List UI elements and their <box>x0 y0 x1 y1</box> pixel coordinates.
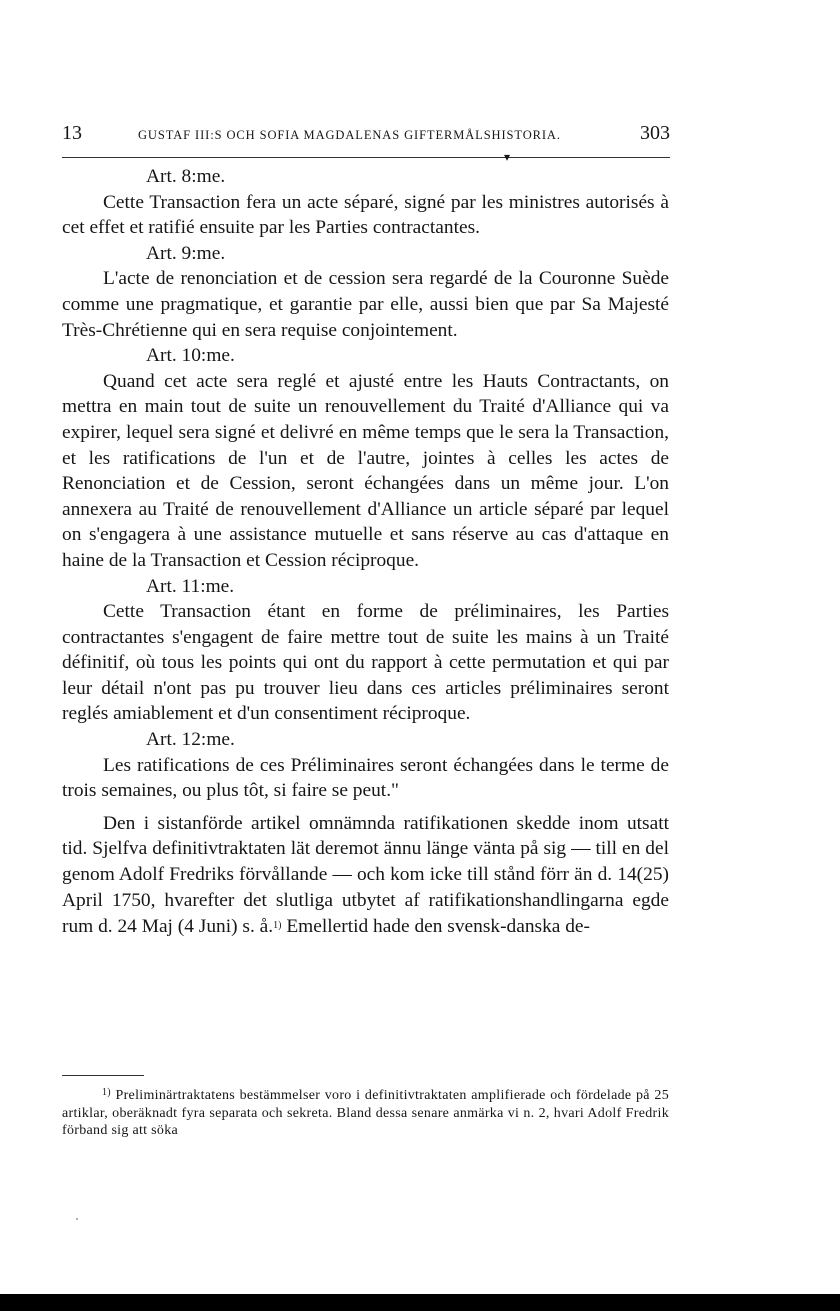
footnote-rule <box>62 1075 144 1076</box>
footnotes <box>62 1084 669 1140</box>
article-9-heading: Art. 9:me. <box>146 242 226 264</box>
narrative-text: Den i sistanförde artikel omnämnda ratifikationen skedde inom utsatt tid. Sjelfva definitivtraktaten lät deremot ännu länge vänta på sig — till en del genom Adolf Fredriks förvållande — och kom icke till stånd förr än d. 14(25) April 1750, hvarefter det slutliga utbytet af ratifikationshandlingarna egde rum d. 24 Maj (4 Juni) s. å. <box>62 812 669 938</box>
signature-mark: 13 <box>62 122 82 144</box>
footnote-reference[interactable]: 1) <box>273 920 282 932</box>
article-10-text: Quand cet acte sera reglé et ajusté entre les Hauts Contractants, on mettra en main tout de suite un renouvellement du Traité d'Alliance qui va expirer, lequel sera signé et delivré en même temps que le sera la Transaction, et les ratifications de l'un et de l'autre, jointes à celles les actes de Renonciation et de Cession, seront échangées dans un même jour. L'on annexera au Traité de renouvellement d'Alliance un article séparé par lequel on s'engagera à une assistance mutuelle et sans réserve au cas d'attaque en haine de la Transaction et Cession réciproque. <box>62 370 669 571</box>
scan-bottom-band <box>0 1294 840 1311</box>
footnote-mark: 1) <box>102 1087 111 1098</box>
scan-speck <box>76 1218 78 1220</box>
narrative-paragraph <box>62 811 669 940</box>
footnote-1 <box>62 1084 669 1140</box>
article-9-text: L'acte de renonciation et de cession sera regardé de la Couronne Suède comme une pragmatique, et garantie par elle, aussi bien que par Sa Majesté Très-Chrétienne qui en sera requise conjointement. <box>62 268 669 341</box>
article-12-heading: Art. 12:me. <box>146 729 235 751</box>
header-rule <box>62 157 670 158</box>
page-header <box>62 120 670 150</box>
body-text <box>62 164 669 940</box>
footnote-text: Preliminärtraktatens bestämmelser voro i definitivtraktaten amplifierade och fördelade på 25 artiklar, oberäknadt fyra separata och sekreta. Bland dessa senare anmärka vi n. 2, hvari Adolf Fredrik förband sig att söka <box>62 1088 669 1138</box>
article-11-heading: Art. 11:me. <box>146 575 235 597</box>
article-11-text: Cette Transaction étant en forme de préliminaires, les Parties contractantes s'engagent de faire mettre tout de suite les mains à un Traité définitif, où tous les points qui ont du rapport à cette permutation et qui par leur détail n'ont pas pu trouver lieu dans ces articles préliminaires seront reglés amiablement et d'un consentiment réciproque. <box>62 601 669 725</box>
article-10-heading: Art. 10:me. <box>146 345 235 367</box>
article-8-text: Cette Transaction fera un acte séparé, signé par les ministres autorisés à cet effet et ratifié ensuite par les Parties contractantes. <box>62 191 669 239</box>
page-number: 303 <box>640 122 670 144</box>
header-tick-mark: ▾ <box>504 150 511 164</box>
narrative-text-after: Emellertid hade den svensk-danska de- <box>281 916 590 938</box>
running-title: GUSTAF III:S OCH SOFIA MAGDALENAS GIFTERMÅLSHISTORIA. <box>138 128 561 142</box>
article-12-text: Les ratifications de ces Préliminaires seront échangées dans le terme de trois semaines, ou plus tôt, si faire se peut." <box>62 754 669 802</box>
article-8-heading: Art. 8:me. <box>146 166 226 187</box>
